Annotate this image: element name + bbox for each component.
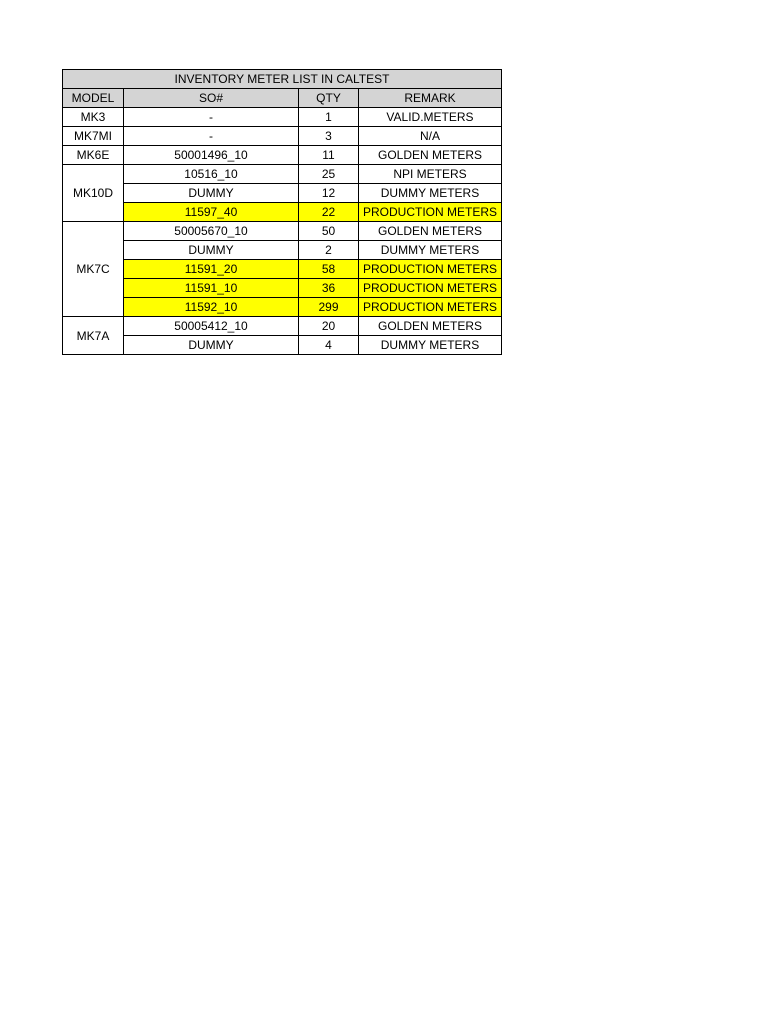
remark-cell: VALID.METERS [359, 108, 502, 127]
table-row [63, 222, 502, 241]
table-row [63, 241, 502, 260]
model-cell: MK6E [63, 146, 124, 165]
table-title-row [63, 70, 502, 89]
model-cell: MK10D [63, 165, 124, 222]
qty-cell: 1 [299, 108, 359, 127]
remark-cell: DUMMY METERS [359, 336, 502, 355]
remark-cell: PRODUCTION METERS [359, 260, 502, 279]
qty-cell: 22 [299, 203, 359, 222]
so-cell: 50005670_10 [124, 222, 299, 241]
so-cell: 50005412_10 [124, 317, 299, 336]
remark-cell: PRODUCTION METERS [359, 203, 502, 222]
so-cell: 50001496_10 [124, 146, 299, 165]
so-cell: 11591_20 [124, 260, 299, 279]
so-cell: DUMMY [124, 184, 299, 203]
table-row [63, 108, 502, 127]
table-row [63, 279, 502, 298]
model-cell: MK7MI [63, 127, 124, 146]
qty-cell: 50 [299, 222, 359, 241]
qty-cell: 4 [299, 336, 359, 355]
so-cell: - [124, 127, 299, 146]
table-header-row [63, 89, 502, 108]
remark-cell: DUMMY METERS [359, 241, 502, 260]
table-row [63, 260, 502, 279]
remark-cell: GOLDEN METERS [359, 317, 502, 336]
table-title: INVENTORY METER LIST IN CALTEST [63, 70, 502, 89]
qty-cell: 25 [299, 165, 359, 184]
model-cell: MK7A [63, 317, 124, 355]
column-header-so: SO# [124, 89, 299, 108]
so-cell: DUMMY [124, 336, 299, 355]
qty-cell: 3 [299, 127, 359, 146]
remark-cell: GOLDEN METERS [359, 222, 502, 241]
table-row [63, 298, 502, 317]
so-cell: 11591_10 [124, 279, 299, 298]
table-row [63, 184, 502, 203]
inventory-meter-table [62, 69, 502, 355]
remark-cell: N/A [359, 127, 502, 146]
qty-cell: 20 [299, 317, 359, 336]
table-row [63, 127, 502, 146]
so-cell: 11592_10 [124, 298, 299, 317]
table-row [63, 165, 502, 184]
table-body [63, 108, 502, 355]
so-cell: 11597_40 [124, 203, 299, 222]
remark-cell: NPI METERS [359, 165, 502, 184]
qty-cell: 2 [299, 241, 359, 260]
remark-cell: DUMMY METERS [359, 184, 502, 203]
table-row [63, 317, 502, 336]
column-header-model: MODEL [63, 89, 124, 108]
so-cell: DUMMY [124, 241, 299, 260]
qty-cell: 36 [299, 279, 359, 298]
remark-cell: GOLDEN METERS [359, 146, 502, 165]
qty-cell: 58 [299, 260, 359, 279]
table-row [63, 336, 502, 355]
model-cell: MK7C [63, 222, 124, 317]
remark-cell: PRODUCTION METERS [359, 279, 502, 298]
table-row [63, 203, 502, 222]
column-header-remark: REMARK [359, 89, 502, 108]
table-row [63, 146, 502, 165]
qty-cell: 11 [299, 146, 359, 165]
qty-cell: 12 [299, 184, 359, 203]
so-cell: - [124, 108, 299, 127]
model-cell: MK3 [63, 108, 124, 127]
column-header-qty: QTY [299, 89, 359, 108]
so-cell: 10516_10 [124, 165, 299, 184]
qty-cell: 299 [299, 298, 359, 317]
remark-cell: PRODUCTION METERS [359, 298, 502, 317]
